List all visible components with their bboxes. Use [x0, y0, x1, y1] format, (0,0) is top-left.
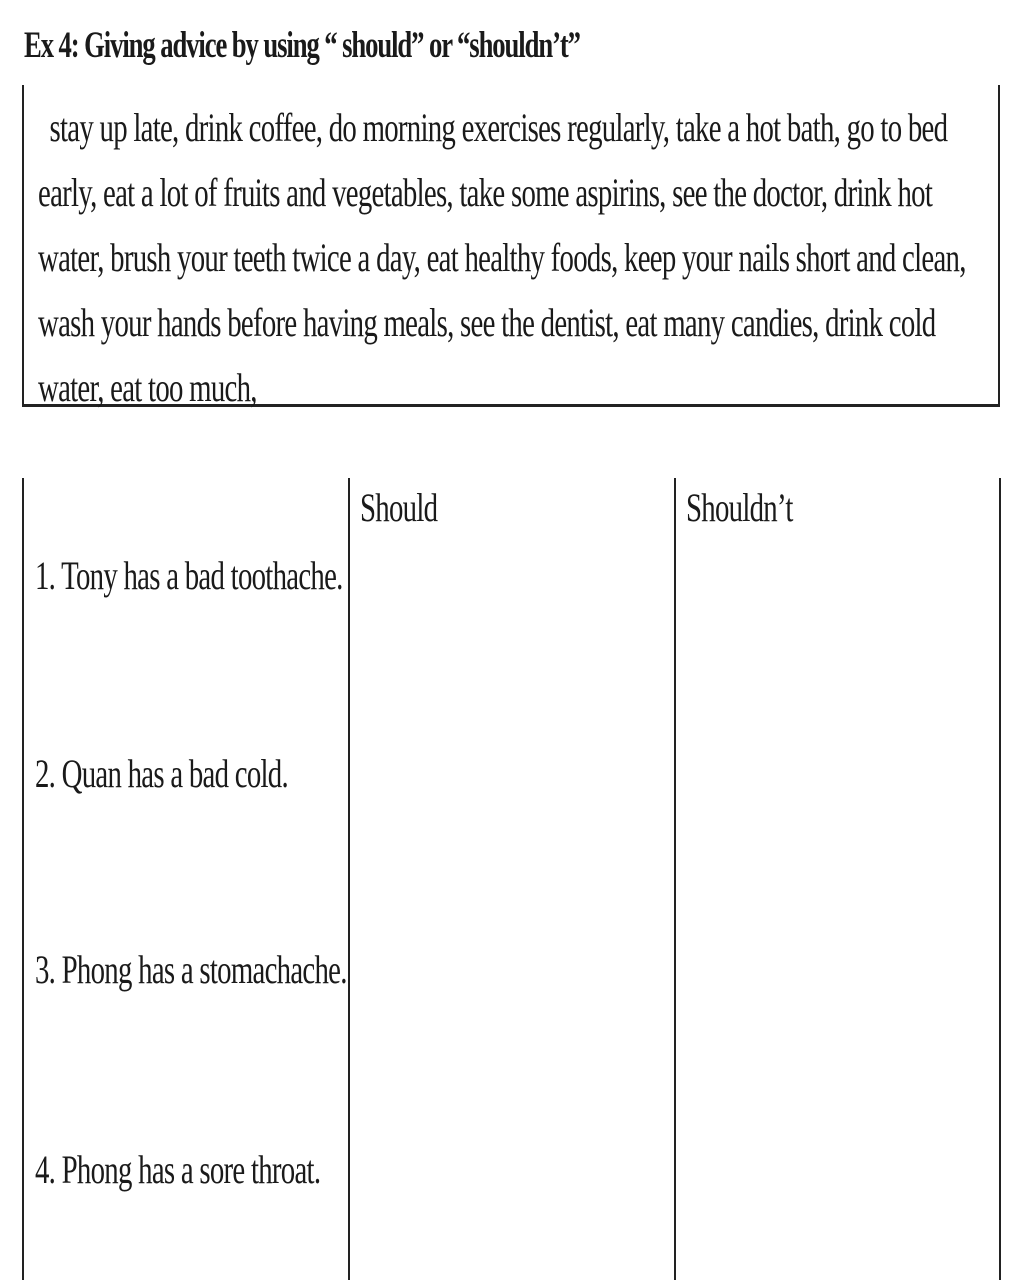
row-1-should-cell[interactable] — [350, 545, 674, 740]
row-2-shouldnt-cell[interactable] — [676, 742, 999, 937]
exercise-title: Ex 4: Giving advice by using “ should” or “shouldn’t” — [24, 25, 580, 66]
word-bank-text: stay up late, drink coffee, do morning exercises regularly, take a hot bath, go to bed early, eat a lot of fruits and vegetables, take some aspirins, see the doctor, drink hot water, brush your teeth twice a day, eat healthy foods, keep your nails short and clean, wash your hands before having meals, see the dentist, eat many candies, drink cold water, eat too much, — [38, 105, 966, 410]
problem-3-label: 3. Phong has a stomachache. — [35, 947, 347, 992]
word-bank-box — [22, 85, 1000, 410]
row-3-shouldnt-cell[interactable] — [676, 940, 999, 1135]
problem-2-label: 2. Quan has a bad cold. — [35, 751, 288, 796]
row-3-should-cell[interactable] — [350, 940, 674, 1135]
row-1-shouldnt-cell[interactable] — [676, 545, 999, 740]
table-border-right — [999, 478, 1001, 1280]
row-4-should-cell[interactable] — [350, 1138, 674, 1280]
table-border-left — [22, 478, 24, 1280]
column-header-should: Should — [360, 485, 438, 530]
problem-1-label: 1. Tony has a bad toothache. — [35, 553, 343, 598]
problem-4-label: 4. Phong has a sore throat. — [35, 1147, 321, 1192]
row-4-shouldnt-cell[interactable] — [676, 1138, 999, 1280]
column-header-shouldnt: Shouldn’t — [686, 485, 793, 530]
row-2-should-cell[interactable] — [350, 742, 674, 937]
